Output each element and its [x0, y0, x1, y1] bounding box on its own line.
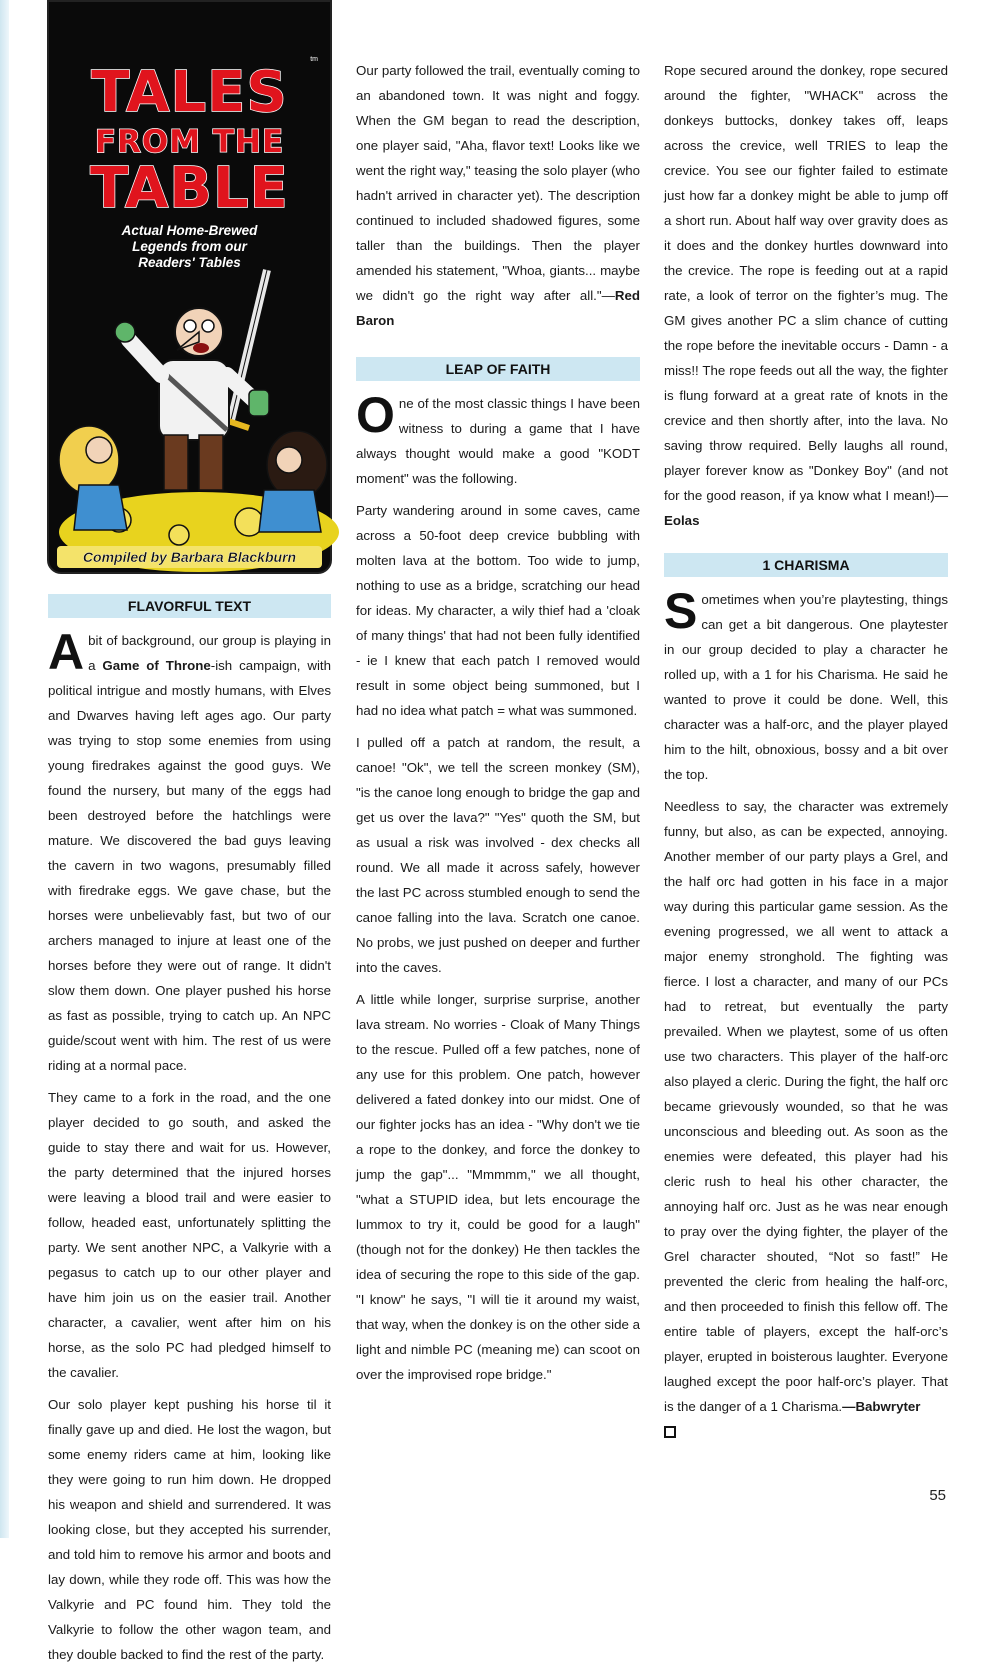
charisma-p2-text: Needless to say, the character was extremely funny, but also, as can be expected, annoying. Another member of our party plays a Grel, and the half orc had gotten in his face in a major way during this particular game session. As the evening progressed, we all went to attack a major enemy stronghold. The fighting was fierce. I lost a character, and many of our PCs had to retreat, but eventually the party prevailed. When we playtest, some of us often use two characters. This player of the half-orc also played a cleric. During the fight, the half orc became grievously wounded, so that he was unconscious and bleeding out. As soon as the enemies were defeated, this player had his cleric rush to heal his other character, the annoying half orc. Just as he was near enough to pray over the dying fighter, the player of the Grel character shouted, “Not so fast!” He prevented the cleric from healing the half-orc, and then proceeded to finish this fellow off. The entire table of players, except the half-orc’s player, erupted in boisterous laughter. Everyone laughed except the poor half-orc’s player. That is the danger of a 1 Charisma.: [664, 799, 948, 1414]
leap-paragraph-3: I pulled off a patch at random, the result, a canoe! "Ok", we tell the screen monkey (SM), "is the canoe long enough to bridge the gap and get us over the lava?" "Yes" quoth the SM, but as usual a risk was involved - dex checks all round. We all made it across safely, however the last PC across stumbled enough to send the canoe falling into the lava. Scratch one canoe. No probs, we just pushed on deeper and further into the caves.: [356, 735, 640, 975]
feature-banner: [47, 0, 332, 574]
banner-subtitle-line2: Legends from our: [132, 239, 247, 254]
banner-illustration: [49, 270, 334, 550]
charisma-paragraph-1: [664, 583, 948, 787]
banner-title-line3: TABLE: [90, 156, 289, 221]
charisma-p1-text: ometimes when you’re playtesting, things can get a bit dangerous. One playtester in our group decided to play a character he rolled up, with a 1 for his Charisma. He said he wanted to prove it could be done. Well, this character was a half-orc, and the player played him to the hilt, obnoxious, bossy and a bit over the top.: [664, 592, 948, 782]
leap-paragraph-4: A little while longer, surprise surprise, another lava stream. No worries - Cloak of Many Things to the rescue. Pulled off a few patches, none of any use for this problem. One patch, however delivered a fated donkey into our midst. One of our fighter jocks has an idea - "Why don't we tie a rope to the donkey, and force the donkey to jump the gap"... "Mmmmm," we all thought, "what a STUPID idea, but lets encourage the lummox to try it, could be good for a laugh" (though not for the donkey) He then tackles the idea of securing the rope to this side of the gap. "I know" he says, "I will tie it around my waist, that way, when the donkey is on the other side a light and nimble PC (meaning me) can scoot on over the improvised rope bridge.": [356, 992, 640, 1382]
leap-p1-text: ne of the most classic things I have been witness to during a game that I have always thought would make a good "KODT moment" was the following.: [356, 396, 640, 486]
flavorful-p4-text: Our party followed the trail, eventually coming to an abandoned town. It was night and foggy. When the GM began to read the description, one player said, "Aha, flavor text! Looks like we went the right way," teasing the solo player (who hadn't arrived in character yet). The description continued to included shadowed figures, some taller than the buildings. Then the player amended his statement, "Whoa, giants... maybe we didn't go the right way after all."—: [356, 63, 640, 303]
leap-paragraph-2: Party wandering around in some caves, came across a 50-foot deep crevice bubbling with molten lava at the bottom. Too wide to jump, nothing to use as a bridge, scratching our head for ideas. My character, a wily thief had a 'cloak of many things' that had not been fully identified - ie I knew that each patch I removed would result in some object being summoned, but I had no idea what patch = what was summoned.: [356, 503, 640, 718]
column-2: [356, 58, 640, 1394]
banner-credit: Compiled by Barbara Blackburn: [57, 546, 322, 568]
flavorful-paragraph-2: They came to a fork in the road, and the one player decided to go south, and asked the guide to stay there and wait for us. However, the party determined that the injured horses were leaving a blood trail and were easier to follow, headed east, unfortunately splitting the party. We sent another NPC, a Valkyrie with a pegasus to catch up to our other player and have him join us on the easier trail. Another character, a cavalier, went after him on his horse, as the solo PC had pledged himself to the cavalier.: [48, 1090, 331, 1380]
banner-subtitle-line3: Readers' Tables: [138, 255, 241, 270]
flavorful-p1-rest: -ish campaign, with political intrigue and mostly humans, with Elves and Dwarves having left ages ago. Our party was trying to stop some enemies from using young firedrakes against the good guys. We found the nursery, but many of the eggs had been destroyed before the hatchlings were mature. We discovered the bad guys leaving the cavern in two wagons, presumably filled with firedrake eggs. We gave chase, but the horses were unbelievably fast, but two of our archers managed to injure at least one of the horses before they were out of range. It didn't slow them down. One player pushed his horse as fast as possible, trying to catch up. An NPC guide/scout went with him. The rest of us were riding at a normal pace.: [48, 658, 331, 1073]
column-1: [48, 590, 331, 1674]
leap-paragraph-1: [356, 387, 640, 491]
flavorful-p1-bold: Game of Throne: [102, 658, 211, 673]
author-signature-red-baron: Red Baron: [356, 288, 640, 328]
banner-subtitle-line1: Actual Home-Brewed: [121, 223, 258, 238]
end-of-article-box-icon: [664, 1426, 676, 1438]
banner-title-line1: TALES: [91, 60, 288, 125]
charisma-paragraph-2: [664, 794, 948, 1444]
page-edge-tab: [0, 0, 9, 1538]
author-signature-eolas: Eolas: [664, 513, 700, 528]
flavorful-p1-start: bit of background, our group is playing in a: [88, 633, 331, 673]
section-heading-leap-of-faith: LEAP OF FAITH: [356, 357, 640, 381]
leap-p5-text: Rope secured around the donkey, rope secured around the fighter, "WHACK" across the donkeys buttocks, donkey takes off, leaps across the crevice, well TRIES to leap the crevice. You see our fighter failed to estimate just how far a donkey might be able to jump off a short run. About half way over gravity does as it does and the donkey hurtles downward into the crevice. The rope is feeding out at a rapid rate, a look of terror on the fighter’s mug. The GM gives another PC a slim chance of cutting the rope before the inevitable occurs - Damn - a miss!! The rope feeds out all the way, the fighter is flung forward at a great rate of knots in the crevice and then shortly after, into the lava. No saving throw required. Belly laughs all round, player forever know as "Donkey Boy" (and not for the good reason, if ya know what I mean!)—: [664, 63, 948, 503]
banner-title-line2: FROM THE: [94, 124, 285, 160]
section-heading-1-charisma: 1 CHARISMA: [664, 553, 948, 577]
page-number: 55: [929, 1487, 946, 1504]
leap-paragraph-5: [664, 58, 948, 533]
author-signature-babwryter: —Babwryter: [842, 1399, 921, 1414]
banner-subtitle: [59, 223, 320, 271]
flavorful-paragraph-3: Our solo player kept pushing his horse til it finally gave up and died. He lost the wagon, but some enemy riders came at him, looking like they were going to run him down. He dropped his weapon and shield and surrendered. It was looking close, but they accepted his surrender, and told him to remove his armor and boots and lay down, while they rode off. This was how the Valkyrie and PC found him. They told the Valkyrie to follow the other wagon team, and they double backed to find the rest of the party.: [48, 1397, 331, 1662]
flavorful-paragraph-4: [356, 58, 640, 333]
section-heading-flavorful-text: FLAVORFUL TEXT: [48, 594, 331, 618]
trademark-mark: tm: [310, 56, 318, 63]
drop-cap: S: [664, 583, 698, 639]
flavorful-paragraph-1: [48, 624, 331, 1078]
drop-cap: O: [356, 387, 395, 443]
column-3: [664, 58, 948, 1451]
drop-cap: A: [48, 624, 85, 680]
